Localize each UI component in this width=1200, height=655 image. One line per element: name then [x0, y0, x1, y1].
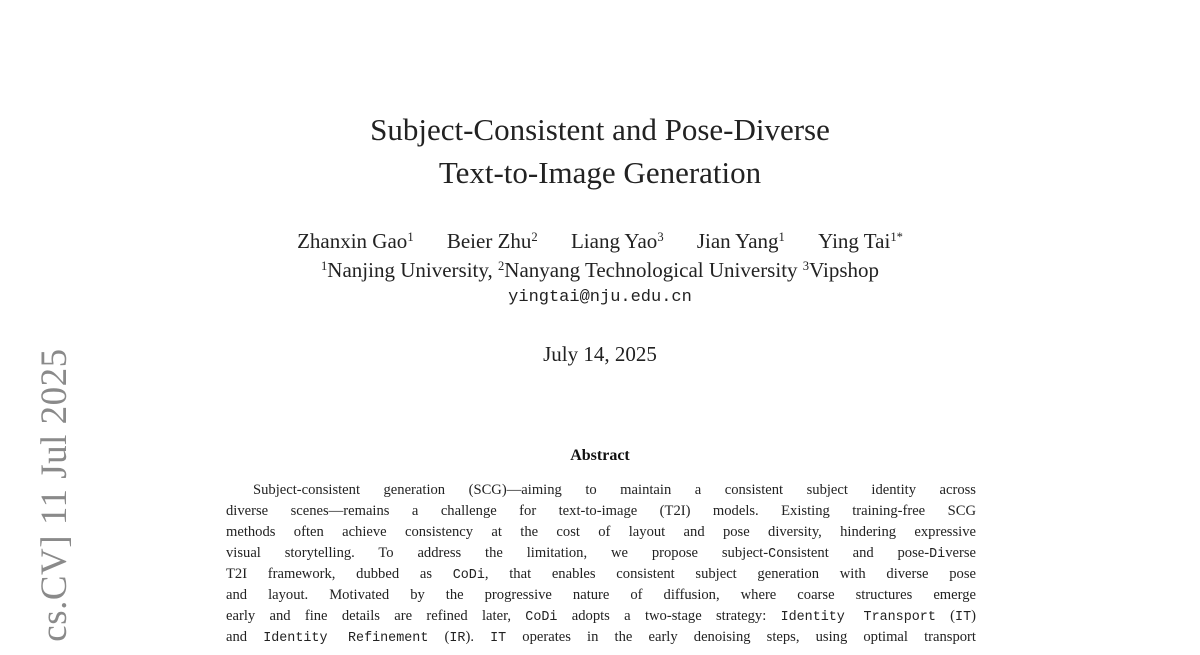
contact-email[interactable]: yingtai@nju.edu.cn — [508, 288, 692, 307]
author-name: Ying Tai — [818, 229, 891, 253]
abstract-text: diverse scenes—remains a challenge for text-to-image (T2I) models. Existing training-free SCG — [226, 503, 976, 519]
paper-title — [200, 108, 1000, 194]
abstract-text: and — [226, 629, 264, 645]
abstract-text: T2I framework, dubbed as — [226, 566, 453, 582]
abstract-text: Subject-consistent generation (SCG)—aiming to maintain a consistent subject identity across — [253, 482, 976, 498]
abstract-text: nsistent and pose- — [784, 545, 930, 561]
abstract-text: ) — [971, 608, 976, 624]
abstract-line — [226, 585, 976, 606]
affil-mark: 1 — [321, 259, 328, 274]
author-name: Liang Yao — [570, 229, 658, 253]
author-affil-mark: 1* — [890, 230, 903, 245]
author-affil-mark: 3 — [657, 230, 664, 245]
author — [818, 229, 903, 253]
affiliations — [200, 256, 1000, 284]
abstract-line — [226, 543, 976, 564]
abstract-text: adopts a two-stage strategy: — [557, 608, 781, 624]
author-affil-mark: 1 — [778, 230, 785, 245]
abstract-code-term: IT — [490, 631, 507, 646]
affiliation-name: Vipshop — [809, 258, 879, 282]
abstract-text: and layout. Motivated by the progressive nature of diffusion, where coarse structures emerge — [226, 587, 976, 603]
abstract-line — [226, 501, 976, 522]
author — [697, 229, 785, 253]
abstract-line — [226, 522, 976, 543]
paper-date: July 14, 2025 — [543, 342, 657, 366]
title-line-1: Subject-Consistent and Pose-Diverse — [370, 112, 830, 147]
author-list — [200, 227, 1000, 255]
abstract-line — [226, 564, 976, 585]
abstract-body — [226, 480, 976, 648]
affiliation-name: Nanyang Technological University — [504, 258, 803, 282]
author-name: Zhanxin Gao — [297, 229, 408, 253]
abstract-text: operates in the early denoising steps, using optimal transport — [506, 629, 976, 645]
abstract-line — [226, 627, 976, 648]
abstract-text: ( — [428, 629, 450, 645]
abstract-line — [226, 606, 976, 627]
abstract-heading: Abstract — [570, 447, 630, 464]
abstract-code-term: IT — [955, 610, 972, 625]
affil-mark: 2 — [498, 259, 505, 274]
abstract-code-term: Identity Transport — [780, 610, 936, 625]
arxiv-side-stamp: cs.CV] 11 Jul 2025 — [34, 348, 75, 642]
abstract-code-term: CoDi — [452, 568, 485, 583]
abstract-code-term: Identity Refinement — [263, 631, 429, 646]
author — [571, 229, 664, 253]
abstract-code-term: CoDi — [525, 610, 558, 625]
title-line-2: Text-to-Image Generation — [438, 155, 762, 190]
author-name: Beier Zhu — [446, 229, 532, 253]
abstract-code-term: Di — [929, 547, 946, 562]
abstract-text: verse — [945, 545, 976, 561]
author-affil-mark: 1 — [407, 230, 414, 245]
abstract-text: ( — [935, 608, 956, 624]
abstract-text: , that enables consistent subject generation with diverse pose — [484, 566, 976, 582]
author — [297, 229, 414, 253]
abstract-line — [226, 480, 976, 501]
abstract-text: visual storytelling. To address the limitation, we propose subject- — [226, 545, 769, 561]
abstract-code-term: IR — [449, 631, 466, 646]
author-name: Jian Yang — [696, 229, 779, 253]
abstract-text: methods often achieve consistency at the cost of layout and pose diversity, hindering expressive — [226, 524, 976, 540]
abstract-code-term: Co — [768, 547, 785, 562]
author-affil-mark: 2 — [531, 230, 538, 245]
affil-mark: 3 — [802, 259, 810, 274]
author — [447, 229, 538, 253]
abstract-text: early and fine details are refined later, — [226, 608, 526, 624]
abstract-text: ). — [465, 629, 491, 645]
affiliation-name: Nanjing University, — [327, 258, 498, 282]
